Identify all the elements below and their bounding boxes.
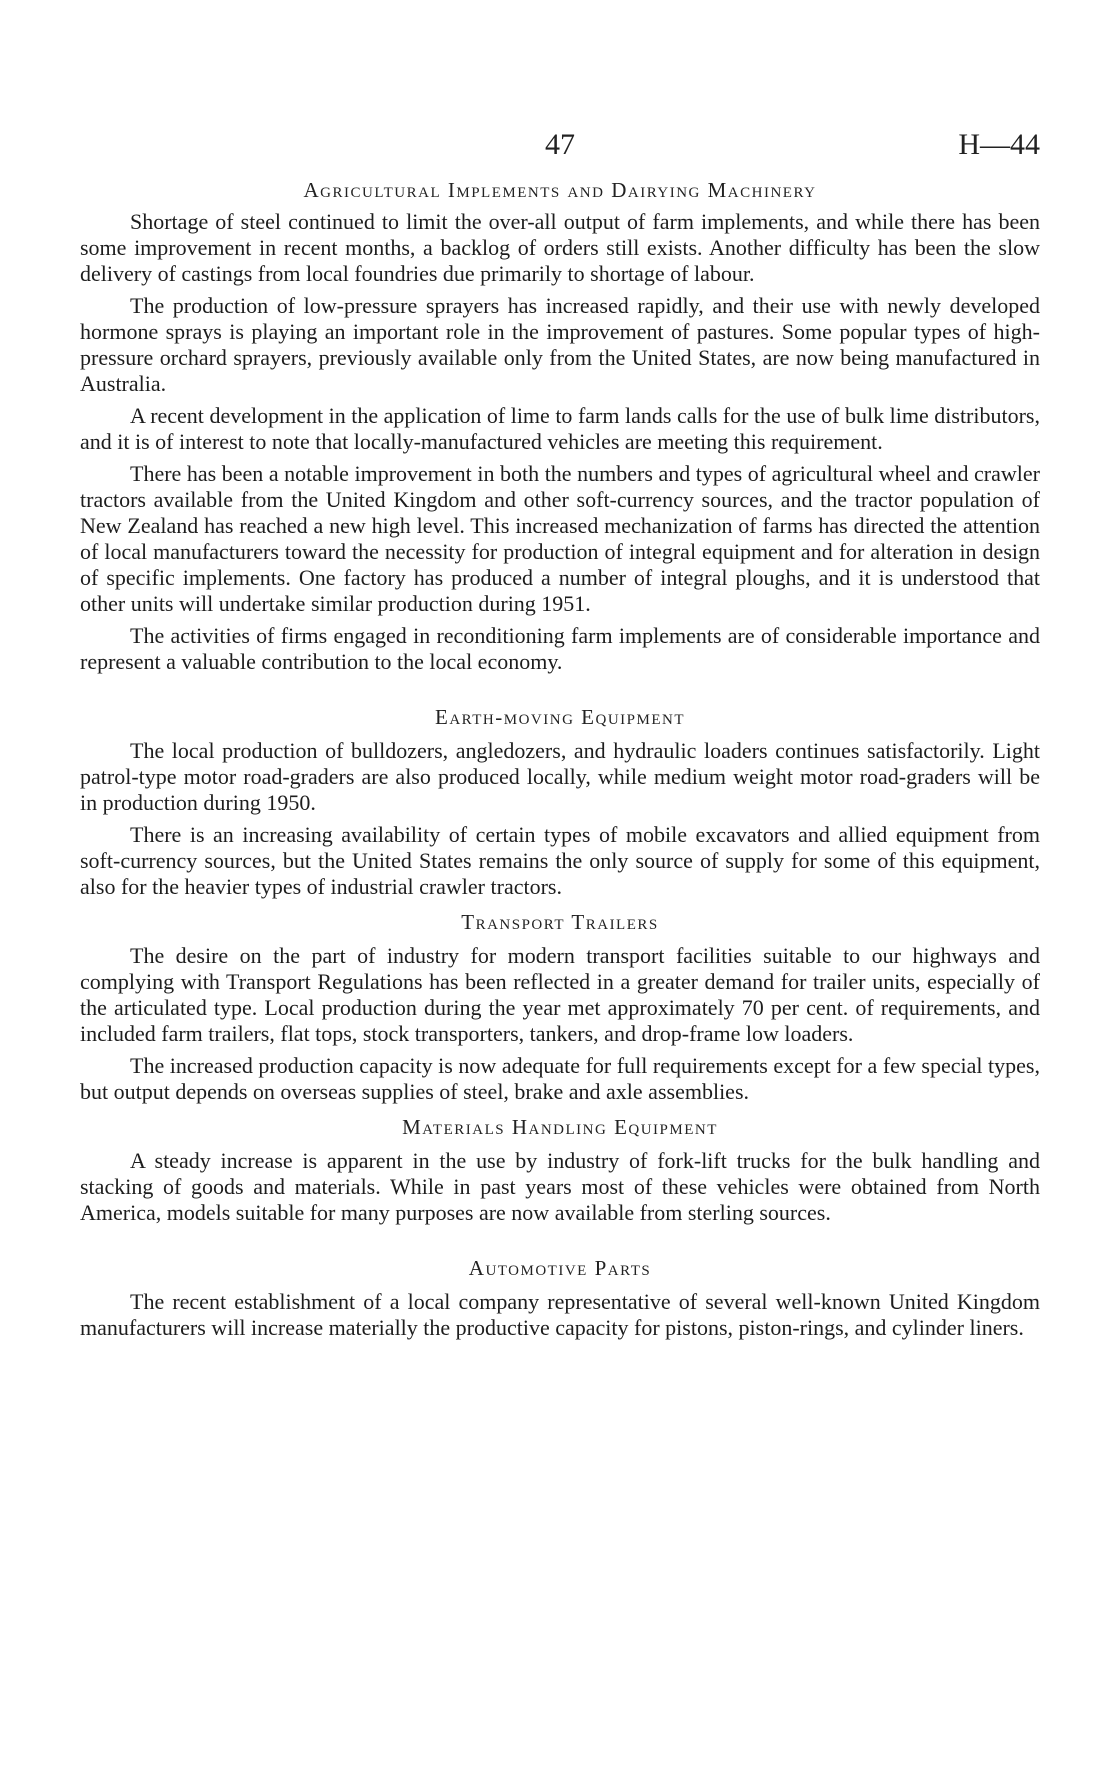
paragraph: The desire on the part of industry for modern transport facilities suitable to our highways and complying with Transport Regulations has been reflected in a greater demand for trailer units, especially of the articulated type. Local production during the year met approximately 70 per cent. of requirements, and included farm trailers, flat tops, stock transporters, tankers, and drop-frame low loaders. bbox=[80, 943, 1040, 1046]
section-heading: Transport Trailers bbox=[461, 910, 659, 934]
section-transport-trailers bbox=[80, 910, 1040, 1105]
page-number: 47 bbox=[545, 128, 575, 161]
document-page bbox=[80, 128, 1040, 1341]
section-heading: Agricultural Implements and Dairying Machinery bbox=[303, 178, 817, 202]
document-reference: H—44 bbox=[958, 128, 1040, 161]
section-materials-handling bbox=[80, 1115, 1040, 1226]
paragraph: The activities of firms engaged in reconditioning farm implements are of considerable importance and represent a valuable contribution to the local economy. bbox=[80, 623, 1040, 674]
paragraph: The increased production capacity is now adequate for full requirements except for a few special types, but output depends on overseas supplies of steel, brake and axle assemblies. bbox=[80, 1053, 1040, 1104]
section-agricultural-implements bbox=[80, 178, 1040, 675]
section-automotive-parts bbox=[80, 1256, 1040, 1341]
paragraph: There has been a notable improvement in both the numbers and types of agricultural wheel and crawler tractors available from the United Kingdom and other soft-currency sources, and the tractor population of New Zealand has reached a new high level. This increased mechanization of farms has directed the attention of local manufacturers toward the necessity for production of integral equipment and for alteration in design of specific implements. One factory has produced a number of integral ploughs, and it is understood that other units will undertake similar production during 1951. bbox=[80, 461, 1040, 616]
paragraph: A steady increase is apparent in the use by industry of fork-lift trucks for the bulk handling and stacking of goods and materials. While in past years most of these vehicles were obtained from North America, models suitable for many purposes are now available from sterling sources. bbox=[80, 1148, 1040, 1225]
paragraph: Shortage of steel continued to limit the over-all output of farm implements, and while there has been some improvement in recent months, a backlog of orders still exists. Another difficulty has been the slow delivery of castings from local foundries due primarily to shortage of labour. bbox=[80, 209, 1040, 286]
paragraph: The local production of bulldozers, angledozers, and hydraulic loaders continues satisfactorily. Light patrol-type motor road-graders are also produced locally, while medium weight motor road-graders will be in production during 1950. bbox=[80, 738, 1040, 815]
section-heading: Earth-moving Equipment bbox=[435, 705, 685, 729]
paragraph: The production of low-pressure sprayers has increased rapidly, and their use with newly developed hormone sprays is playing an important role in the improvement of pastures. Some popular types of high-pressure orchard sprayers, previously available only from the United States, are now being manufactured in Australia. bbox=[80, 293, 1040, 396]
paragraph: There is an increasing availability of certain types of mobile excavators and allied equipment from soft-currency sources, but the United States remains the only source of supply for some of this equipment, also for the heavier types of industrial crawler tractors. bbox=[80, 822, 1040, 899]
paragraph: The recent establishment of a local company representative of several well-known United Kingdom manufacturers will increase materially the productive capacity for pistons, piston-rings, and cylinder liners. bbox=[80, 1289, 1040, 1340]
section-heading: Materials Handling Equipment bbox=[402, 1115, 718, 1139]
paragraph: A recent development in the application of lime to farm lands calls for the use of bulk lime distributors, and it is of interest to note that locally-manufactured vehicles are meeting this requirement. bbox=[80, 403, 1040, 454]
section-earth-moving bbox=[80, 705, 1040, 900]
section-heading: Automotive Parts bbox=[468, 1256, 652, 1280]
page-header bbox=[80, 128, 1040, 172]
